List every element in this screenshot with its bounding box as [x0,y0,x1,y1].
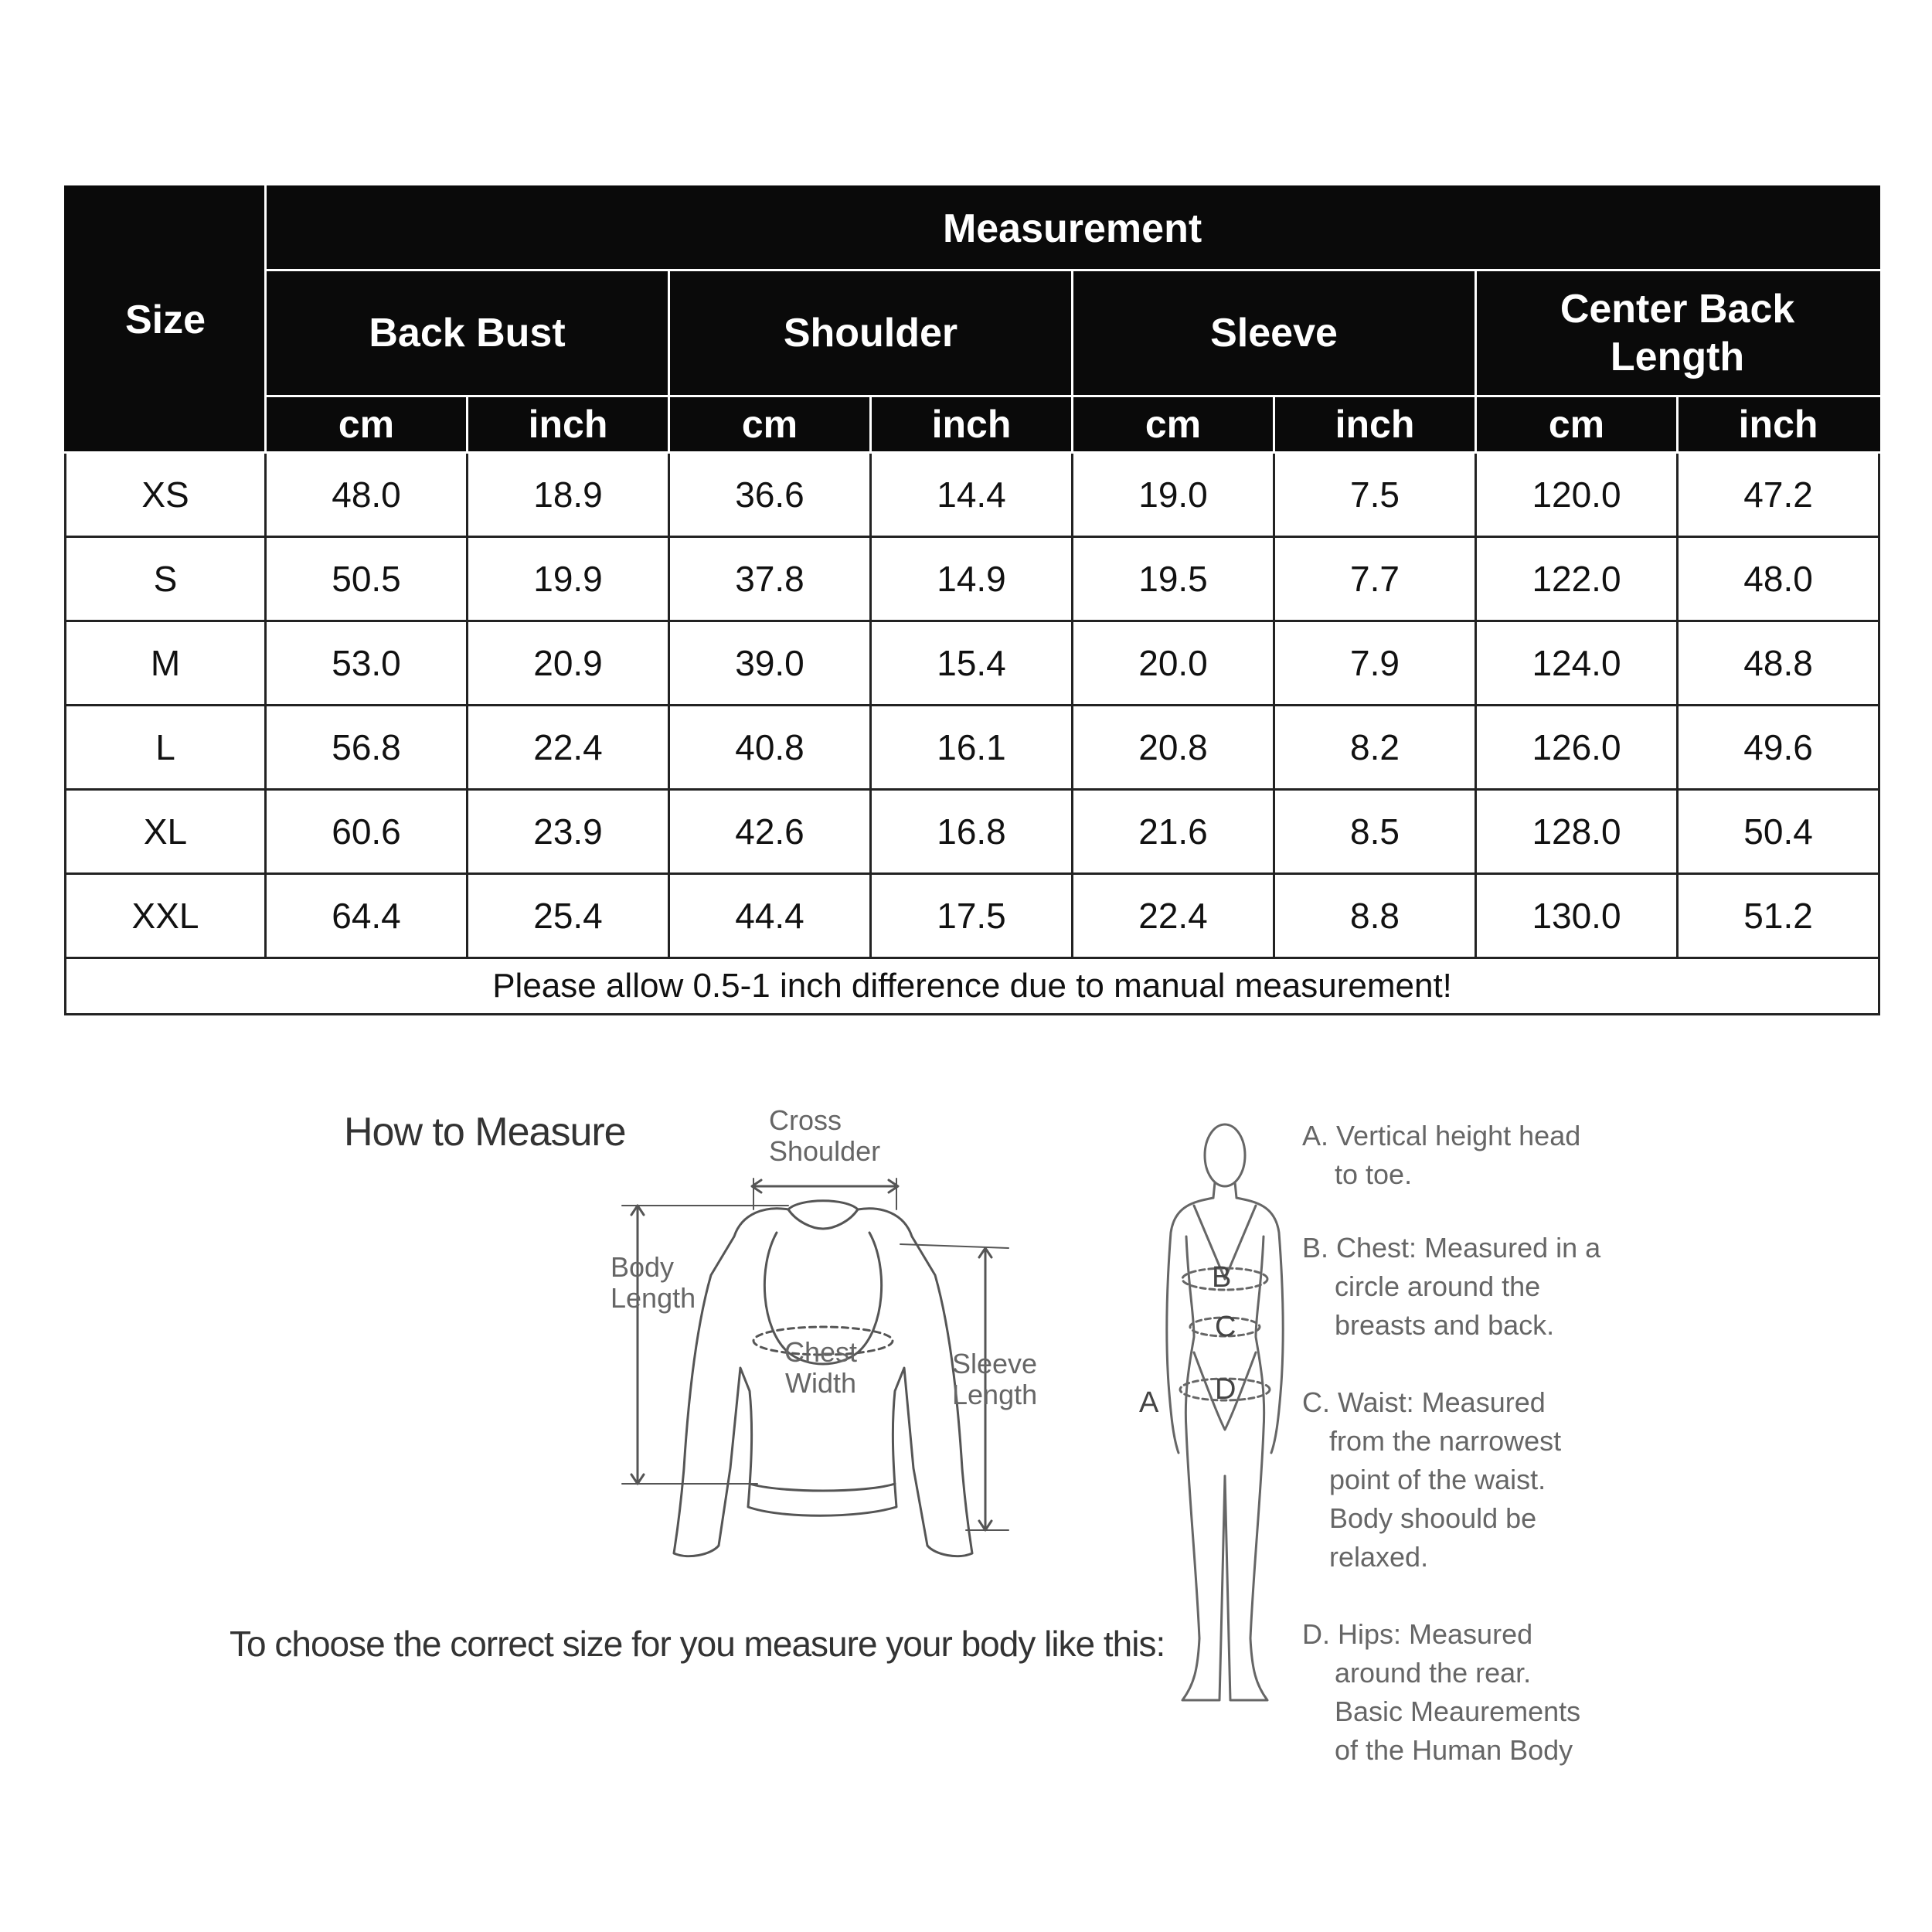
body-length-label: Body Length [611,1251,696,1314]
value-cell: 122.0 [1476,537,1678,621]
value-cell: 51.2 [1678,874,1879,958]
definition-c: C. Waist: Measured from the narrowest point of the waist. Body shoould be relaxed. [1302,1386,1562,1573]
value-cell: 128.0 [1476,790,1678,874]
body-letter-d: D [1215,1373,1236,1406]
value-cell: 8.5 [1274,790,1476,874]
table-row [66,874,1879,958]
table-row [66,453,1879,537]
group-header-back-bust: Back Bust [266,270,669,396]
unit-header: inch [871,396,1073,453]
size-header: Size [66,187,266,453]
cross-shoulder-label: Cross Shoulder [769,1104,881,1167]
value-cell: 8.2 [1274,706,1476,790]
unit-header: cm [1073,396,1274,453]
value-cell: 15.4 [871,621,1073,706]
value-cell: 19.0 [1073,453,1274,537]
size-chart-table [64,185,1880,1015]
value-cell: 25.4 [468,874,669,958]
human-body-diagram [1151,1105,1298,1739]
size-cell: XL [66,790,266,874]
unit-header: inch [468,396,669,453]
value-cell: 44.4 [669,874,871,958]
size-cell: L [66,706,266,790]
unit-header: cm [266,396,468,453]
value-cell: 22.4 [1073,874,1274,958]
measurement-header: Measurement [266,187,1879,270]
value-cell: 42.6 [669,790,871,874]
value-cell: 20.0 [1073,621,1274,706]
unit-header: inch [1678,396,1879,453]
value-cell: 50.4 [1678,790,1879,874]
body-letter-a: A [1139,1386,1159,1419]
value-cell: 64.4 [266,874,468,958]
group-header-shoulder: Shoulder [669,270,1073,396]
body-letter-b: B [1212,1261,1232,1294]
value-cell: 37.8 [669,537,871,621]
sleeve-length-label: Sleeve Length [952,1348,1038,1410]
size-cell: XXL [66,874,266,958]
value-cell: 14.4 [871,453,1073,537]
value-cell: 130.0 [1476,874,1678,958]
chest-width-label: Chest Width [784,1336,858,1399]
value-cell: 48.8 [1678,621,1879,706]
value-cell: 8.8 [1274,874,1476,958]
group-header-center-back-length: Center Back Length [1476,270,1879,396]
value-cell: 7.7 [1274,537,1476,621]
unit-header: inch [1274,396,1476,453]
value-cell: 20.9 [468,621,669,706]
table-row [66,790,1879,874]
value-cell: 7.5 [1274,453,1476,537]
value-cell: 7.9 [1274,621,1476,706]
value-cell: 50.5 [266,537,468,621]
value-cell: 48.0 [1678,537,1879,621]
table-row [66,706,1879,790]
how-to-measure-title: How to Measure [344,1110,626,1155]
value-cell: 53.0 [266,621,468,706]
definition-a: A. Vertical height head to toe. [1302,1120,1581,1190]
size-cell: M [66,621,266,706]
value-cell: 17.5 [871,874,1073,958]
size-cell: S [66,537,266,621]
value-cell: 19.9 [468,537,669,621]
value-cell: 16.1 [871,706,1073,790]
unit-header: cm [1476,396,1678,453]
value-cell: 47.2 [1678,453,1879,537]
value-cell: 22.4 [468,706,669,790]
value-cell: 49.6 [1678,706,1879,790]
value-cell: 40.8 [669,706,871,790]
value-cell: 20.8 [1073,706,1274,790]
value-cell: 23.9 [468,790,669,874]
value-cell: 56.8 [266,706,468,790]
value-cell: 60.6 [266,790,468,874]
value-cell: 48.0 [266,453,468,537]
value-cell: 39.0 [669,621,871,706]
table-row [66,621,1879,706]
value-cell: 36.6 [669,453,871,537]
table-body [66,453,1879,958]
body-letter-c: C [1215,1311,1236,1343]
definition-b: B. Chest: Measured in a circle around the breasts and back. [1302,1232,1601,1341]
value-cell: 16.8 [871,790,1073,874]
table-row [66,537,1879,621]
value-cell: 21.6 [1073,790,1274,874]
value-cell: 120.0 [1476,453,1678,537]
group-header-sleeve: Sleeve [1073,270,1476,396]
choose-size-instruction: To choose the correct size for you measure your body like this: [230,1624,1165,1664]
value-cell: 19.5 [1073,537,1274,621]
unit-header: cm [669,396,871,453]
value-cell: 14.9 [871,537,1073,621]
value-cell: 18.9 [468,453,669,537]
value-cell: 126.0 [1476,706,1678,790]
value-cell: 124.0 [1476,621,1678,706]
measurement-note: Please allow 0.5-1 inch difference due to manual measurement! [66,958,1879,1015]
size-cell: XS [66,453,266,537]
definition-d: D. Hips: Measured around the rear. Basic Meaurements of the Human Body [1302,1618,1581,1766]
